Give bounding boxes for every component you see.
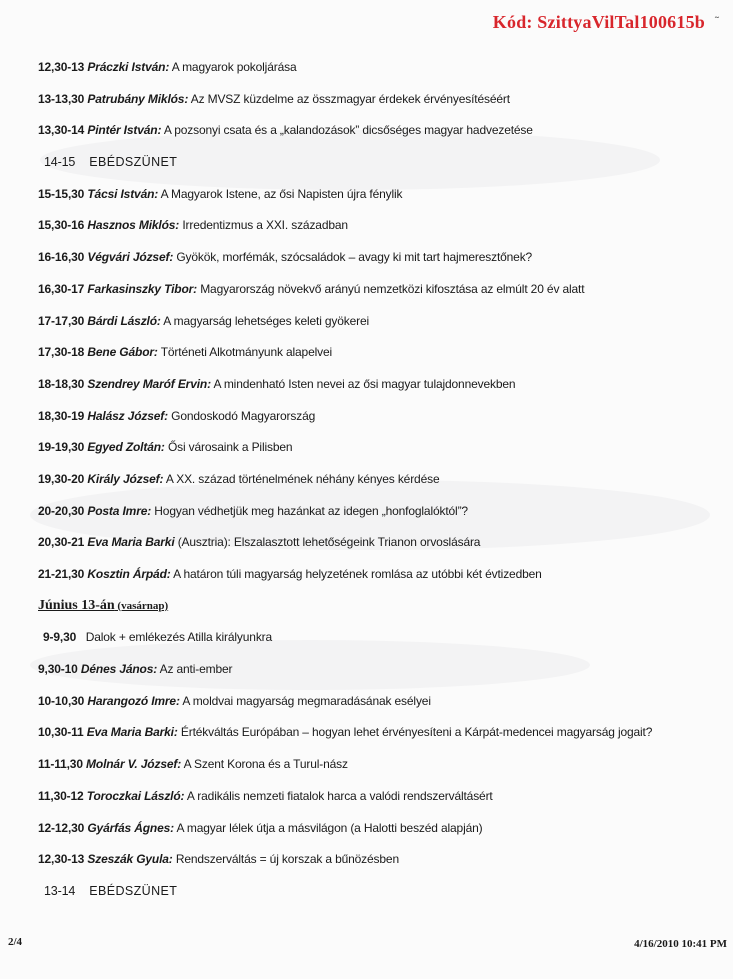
schedule-row [38,279,718,311]
time-slot: 10-10,30 [38,693,85,708]
talk-title: Az MVSZ küzdelme az összmagyar érdekek érvényesítéséért [188,91,510,106]
time-slot: 21-21,30 [38,567,85,581]
schedule-list [38,57,718,913]
time-slot: 16,30-17 [38,281,85,296]
schedule-row [38,120,718,152]
speaker-name: Toroczkai László: [86,788,185,803]
time-slot: 15,30-16 [38,218,85,233]
schedule-row [38,184,718,216]
speaker-name: Király József: [87,471,164,486]
speaker-country: (Ausztria) [174,535,228,550]
talk-title: A határon túli magyarság helyzetének romlása az utóbbi két évtizedben [170,567,542,581]
time-slot: 10,30-11 [38,725,84,740]
page-number: 2/4 [8,936,23,948]
speaker-name: Kosztin Árpád: [87,567,171,581]
time-slot: 16-16,30 [38,250,85,265]
corner-mark: ˜ [715,14,719,28]
time-slot: 18,30-19 [38,408,85,423]
time-slot: 13-14 [44,883,76,898]
time-slot: 17,30-18 [38,345,85,360]
speaker-name: Molnár V. József: [86,757,182,772]
time-slot: 14-15 [44,155,76,170]
speaker-name: Tácsi István: [87,186,159,201]
lunch-break-row [38,152,718,184]
speaker-name: Patrubány Miklós: [87,91,189,106]
talk-title: A magyarság lehetséges keleti gyökerei [160,313,370,328]
speaker-name: Bene Gábor: [87,345,158,360]
schedule-row [38,849,718,881]
time-slot: 13-13,30 [38,91,85,106]
talk-title: A mindenható Isten nevei az ősi magyar tulajdonnevekben [210,376,516,391]
time-slot: 15-15,30 [38,186,85,201]
document-code-label: Kód: SzittyaVilTal100615b [492,12,705,32]
day-heading [38,596,718,628]
schedule-row [38,564,718,596]
speaker-name: Farkasinszky Tibor: [87,281,198,296]
speaker-name: Hasznos Miklós: [87,218,180,233]
schedule-row [38,627,718,659]
talk-title: Ősi városaink a Pilisben [164,440,293,455]
speaker-name: Harangozó Imre: [87,693,180,708]
schedule-row [38,691,718,723]
speaker-name: Eva Maria Barki: [86,725,178,740]
talk-title: A radikális nemzeti fiatalok harca a valódi rendszerváltásért [184,788,493,803]
talk-title: A magyarok pokoljárása [169,60,297,74]
talk-title: A magyar lélek útja a másvilágon (a Halotti beszéd alapján) [173,820,483,835]
schedule-row [38,722,718,754]
time-slot: 11-11,30 [38,757,83,772]
schedule-row [38,247,718,279]
time-slot: 20-20,30 [38,503,85,518]
talk-title: A Szent Korona és a Turul-nász [181,757,348,772]
talk-title: Irredentizmus a XXI. században [179,218,348,233]
schedule-row [38,437,718,469]
time-slot: 19,30-20 [38,471,85,486]
time-slot: 13,30-14 [38,123,85,138]
schedule-row [38,374,718,406]
print-timestamp: 4/16/2010 10:41 PM [634,938,727,950]
talk-title: Értékváltás Európában – hogyan lehet érvényesíteni a Kárpát-medencei magyarság jogait? [177,725,653,740]
time-slot: 18-18,30 [38,376,85,391]
schedule-row [38,532,718,564]
day-heading-weekday: (vasárnap) [114,599,169,612]
time-slot: 12-12,30 [38,820,85,835]
day-heading-date: Június 13-án [38,597,115,613]
schedule-row [38,469,718,501]
speaker-name: Szendrey Maróf Ervin: [87,376,211,391]
break-label: EBÉDSZÜNET [89,155,178,170]
time-slot: 12,30-13 [38,60,85,74]
time-slot: 9-9,30 [43,630,77,645]
schedule-row [38,786,718,818]
time-slot: 11,30-12 [38,788,84,803]
talk-title: A Magyarok Istene, az ősi Napisten újra fénylik [158,186,403,201]
schedule-row [38,818,718,850]
speaker-name: Pintér István: [87,123,162,138]
speaker-name: Práczki István: [87,60,170,74]
time-slot: 19-19,30 [38,440,85,455]
break-label: EBÉDSZÜNET [89,883,178,898]
schedule-row [38,57,718,89]
speaker-name: Halász József: [87,408,168,423]
talk-title: Gondoskodó Magyarország [167,408,316,423]
talk-title: Hogyan védhetjük meg hazánkat az idegen „honfoglalóktól”? [151,503,468,518]
talk-title: A XX. század történelmének néhány kényes kérdése [163,471,440,486]
talk-title: A moldvai magyarság megmaradásának esélyei [179,693,431,708]
talk-title: Gyökök, morfémák, szócsaládok – avagy ki mit tart hajmeresztőnek? [173,250,533,265]
speaker-name: Egyed Zoltán: [87,440,165,455]
speaker-name: Eva Maria Barki [87,535,175,550]
speaker-name: Dénes János: [80,662,158,677]
lunch-break-row [38,881,718,913]
talk-title: Történeti Alkotmányunk alapelvei [157,345,333,360]
schedule-row [38,659,718,691]
talk-title: Rendszerváltás = új korszak a bűnözésben [172,852,399,867]
speaker-name: Végvári József: [87,250,174,265]
time-slot: 12,30-13 [38,852,85,867]
schedule-row [38,89,718,121]
time-slot: 9,30-10 [38,662,78,677]
schedule-row [38,342,718,374]
speaker-name: Bárdi László: [87,313,161,328]
speaker-name: Szeszák Gyula: [87,852,173,867]
talk-title: : Elszalasztott lehetőségeink Trianon orvoslására [227,535,481,550]
talk-title: Magyarország növekvő arányú nemzetközi kifosztása az elmúlt 20 év alatt [197,281,585,296]
talk-title: Dalok + emlékezés Atilla királyunkra [85,630,273,645]
talk-title: Az anti-ember [157,662,233,677]
time-slot: 17-17,30 [38,313,85,328]
speaker-name: Posta Imre: [87,503,152,518]
schedule-row [38,215,718,247]
schedule-row [38,311,718,343]
schedule-row [38,406,718,438]
schedule-row [38,754,718,786]
talk-title: A pozsonyi csata és a „kalandozások” dicsőséges magyar hadvezetése [161,123,533,138]
schedule-row [38,501,718,533]
time-slot: 20,30-21 [38,535,85,550]
speaker-name: Gyárfás Ágnes: [87,820,174,835]
